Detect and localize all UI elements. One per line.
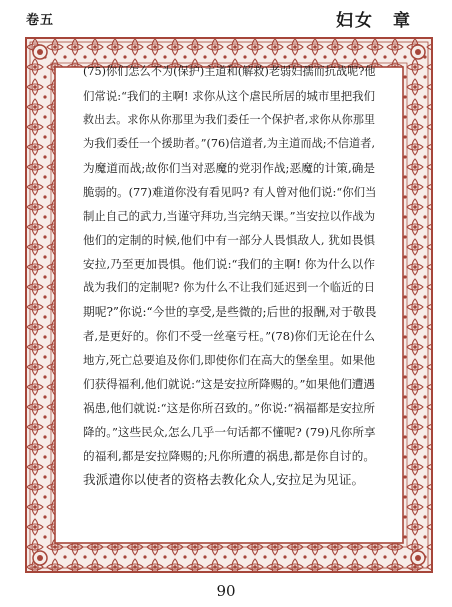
- text-line: 为魔道而战;故你们当对恶魔的党羽作战;恶魔的计策,确是: [83, 161, 375, 175]
- text-line: 的福利,都是安拉降赐的;凡你所遭的祸患,都是你自讨的。: [83, 449, 375, 463]
- text-line: 脆弱的。(77)难道你没有看见吗? 有人曾对他们说:“你们当: [83, 185, 377, 199]
- text-line: 祸患,他们就说:“这是你所召致的。”你说:“祸福都是安拉所: [83, 401, 375, 415]
- volume-label: 卷五: [26, 13, 55, 28]
- text-line: 者,是更好的。你们不受一丝毫亏枉。”(78)你们无论在什么: [83, 329, 375, 343]
- text-line: 安拉,乃至更加畏惧。他们说:“我们的主啊! 你为什么以作: [83, 257, 375, 271]
- text-line: 救出去。求你从你那里为我们委任一个保护者,求你从你那里: [83, 113, 375, 126]
- text-line: 期呢?”你说:“今世的享受,是些微的;后世的报酬,对于敬畏: [83, 305, 377, 319]
- text-line: 地方,死亡总要追及你们,即使你们在高大的堡垒里。如果他: [83, 353, 376, 367]
- chapter-title: 妇女 章: [336, 11, 412, 31]
- page-number: 90: [216, 582, 236, 600]
- text-line: 降的。”这些民众,怎么几乎一句话都不懂呢? (79)凡你所享: [83, 425, 376, 439]
- text-line: 为我们委任一个援助者。”(76)信道者,为主道而战;不信道者,: [83, 137, 375, 150]
- text-line: 战为我们的定制呢? 你为什么不让我们延迟到一个临近的日: [83, 281, 375, 294]
- text-line: 制止自己的武力,当谨守拜功,当完纳天课。”当安拉以作战为: [83, 209, 376, 223]
- text-line: (75)你们怎么不为(保护)主道和(解救)老弱妇孺而抗战呢?他: [83, 65, 376, 78]
- text-line: 我派遣你以使者的资格去教化众人,安拉足为见证。: [83, 472, 365, 487]
- text-line: 们获得福利,他们就说:“这是安拉所降赐的。”如果他们遭遇: [83, 377, 375, 391]
- text-line: 们常说:“我们的主啊! 求你从这个虐民所居的城市里把我们: [83, 89, 375, 103]
- text-line: 他们的定制的时候,他们中有一部分人畏惧敌人, 犹如畏惧: [83, 233, 375, 247]
